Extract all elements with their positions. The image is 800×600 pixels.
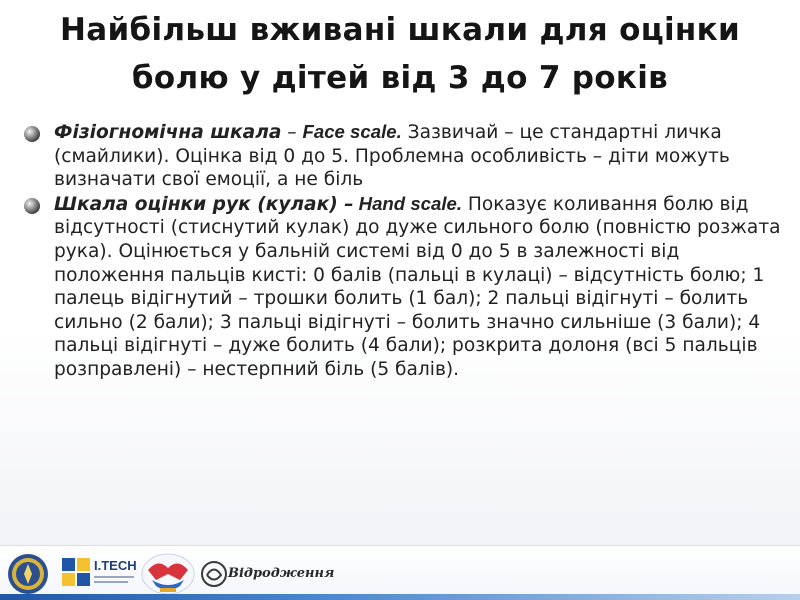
footer-accent-bar [0, 594, 800, 600]
scale-name: Шкала оцінки рук (кулак) – [54, 193, 354, 215]
scale-description: Показує коливання болю від відсутності (стиснутий кулак) до дуже сильного болю (повністю розжата рука). Оцінюється у бальній системі від 0 до 5 в залежності від положення пальців кисті: 0 балів (пальці в кулаці) – відсутність болю; 1 палець відігнутий – трошки болить (1 бал); 2 пальці відігнуті – болить сильно (2 бали); 3 пальці відігнуті – болить значно сильніше (3 бали); 4 пальці відігнуті – дуже болить (4 бали); розкрита долоня (всі 5 пальців розправлені) – нестерпний біль (5 балів). [54, 193, 781, 380]
slide-title [20, 6, 780, 102]
bullet-list [24, 120, 784, 382]
bullet-item-hand-scale [24, 192, 784, 382]
bullet-icon [24, 198, 40, 214]
scale-name-en: Hand scale. [353, 192, 463, 214]
bullet-text [54, 192, 784, 382]
scale-name: Фізіогномічна шкала [54, 122, 282, 143]
scale-description: Зазвичай – це стандартні личка (смайлики). Оцінка від 0 до 5. Проблемна особливість – діти можуть визначати свої емоції, а не біль [54, 122, 730, 191]
university-emblem-logo [6, 552, 50, 596]
bullet-icon [24, 126, 40, 142]
itech-logo-text: I.TECH [94, 558, 137, 573]
vidrodzhennia-logo [200, 554, 335, 594]
footer-logos [0, 545, 800, 600]
partnership-logo [140, 552, 196, 596]
bullet-text [54, 120, 784, 192]
itech-logo [62, 554, 136, 594]
title-line-2: болю у дітей від 3 до 7 років [131, 60, 669, 96]
dash: – [281, 122, 303, 143]
title-line-1: Найбільш вживані шкали для оцінки [60, 12, 740, 48]
scale-name-en: Face scale. [302, 121, 402, 142]
vidrodzhennia-logo-text: Відродження [228, 566, 335, 581]
bullet-item-face-scale [24, 120, 784, 192]
vidrodzhennia-mark-icon [200, 560, 228, 588]
itech-mark-icon [62, 558, 90, 588]
